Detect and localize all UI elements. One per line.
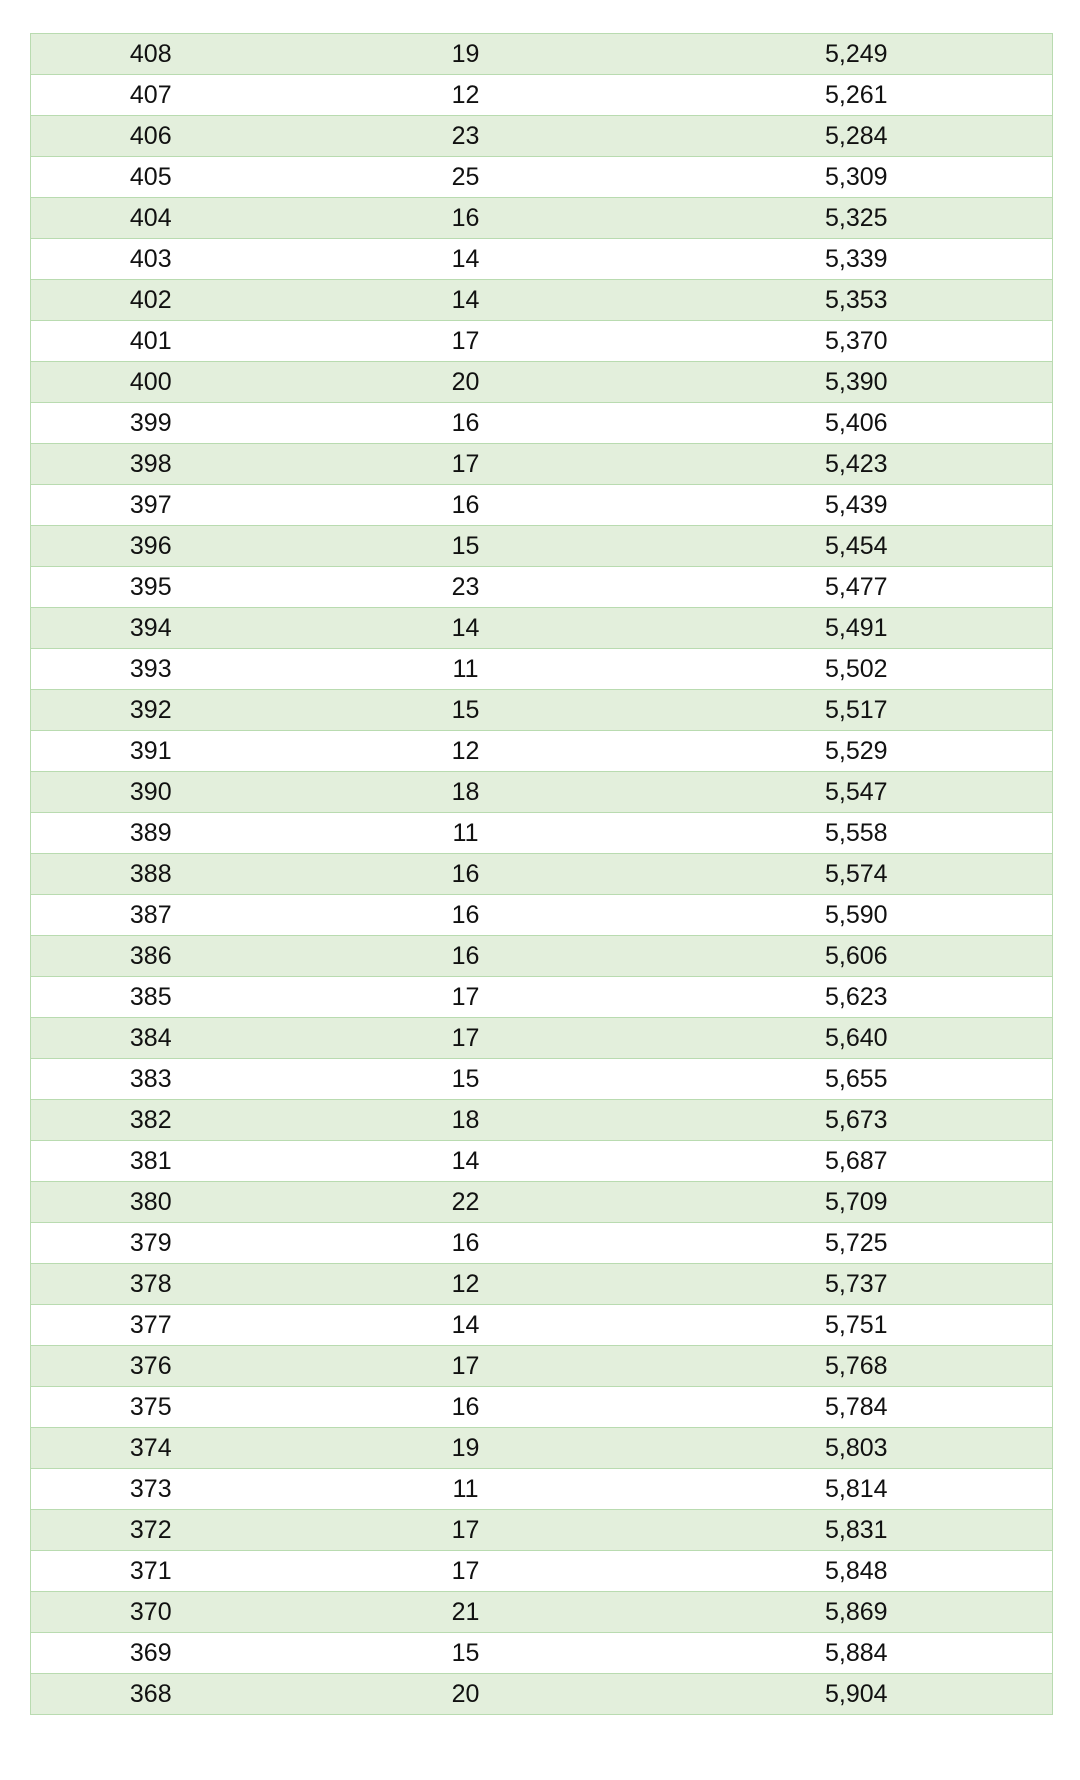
- cell-cumulative: 5,737: [661, 1264, 1053, 1305]
- cell-rank: 397: [31, 485, 271, 526]
- table-row: [31, 936, 1053, 977]
- table-row: [31, 731, 1053, 772]
- cell-count: 16: [271, 198, 661, 239]
- cell-count: 22: [271, 1182, 661, 1223]
- table-row: [31, 362, 1053, 403]
- cell-cumulative: 5,884: [661, 1633, 1053, 1674]
- cell-count: 21: [271, 1592, 661, 1633]
- cell-cumulative: 5,491: [661, 608, 1053, 649]
- cell-cumulative: 5,640: [661, 1018, 1053, 1059]
- cell-rank: 405: [31, 157, 271, 198]
- cell-rank: 372: [31, 1510, 271, 1551]
- table-row: [31, 157, 1053, 198]
- cell-count: 15: [271, 526, 661, 567]
- table-row: [31, 1469, 1053, 1510]
- cell-cumulative: 5,339: [661, 239, 1053, 280]
- cell-cumulative: 5,574: [661, 854, 1053, 895]
- table-row: [31, 813, 1053, 854]
- cell-count: 17: [271, 1018, 661, 1059]
- cell-rank: 407: [31, 75, 271, 116]
- cell-count: 17: [271, 321, 661, 362]
- table-row: [31, 1428, 1053, 1469]
- cell-rank: 390: [31, 772, 271, 813]
- table-row: [31, 1264, 1053, 1305]
- cell-cumulative: 5,353: [661, 280, 1053, 321]
- cell-cumulative: 5,831: [661, 1510, 1053, 1551]
- cell-cumulative: 5,751: [661, 1305, 1053, 1346]
- table-body: [31, 34, 1053, 1715]
- cell-count: 20: [271, 1674, 661, 1715]
- cell-count: 14: [271, 1141, 661, 1182]
- cell-cumulative: 5,687: [661, 1141, 1053, 1182]
- cell-rank: 383: [31, 1059, 271, 1100]
- table-row: [31, 239, 1053, 280]
- cell-cumulative: 5,439: [661, 485, 1053, 526]
- table-row: [31, 567, 1053, 608]
- cell-rank: 401: [31, 321, 271, 362]
- cell-rank: 368: [31, 1674, 271, 1715]
- cell-rank: 392: [31, 690, 271, 731]
- cell-cumulative: 5,370: [661, 321, 1053, 362]
- cell-cumulative: 5,673: [661, 1100, 1053, 1141]
- table-row: [31, 1633, 1053, 1674]
- cell-count: 16: [271, 1387, 661, 1428]
- table-row: [31, 116, 1053, 157]
- table-row: [31, 608, 1053, 649]
- cell-rank: 379: [31, 1223, 271, 1264]
- cell-rank: 380: [31, 1182, 271, 1223]
- cell-rank: 377: [31, 1305, 271, 1346]
- cell-count: 14: [271, 1305, 661, 1346]
- cell-rank: 381: [31, 1141, 271, 1182]
- cell-cumulative: 5,709: [661, 1182, 1053, 1223]
- cell-rank: 391: [31, 731, 271, 772]
- cell-count: 12: [271, 75, 661, 116]
- table-row: [31, 895, 1053, 936]
- cell-count: 18: [271, 772, 661, 813]
- cell-cumulative: 5,814: [661, 1469, 1053, 1510]
- cell-count: 25: [271, 157, 661, 198]
- table-row: [31, 649, 1053, 690]
- table-row: [31, 1674, 1053, 1715]
- cell-rank: 388: [31, 854, 271, 895]
- cell-cumulative: 5,325: [661, 198, 1053, 239]
- cell-rank: 384: [31, 1018, 271, 1059]
- table-row: [31, 977, 1053, 1018]
- cell-count: 17: [271, 977, 661, 1018]
- cell-cumulative: 5,848: [661, 1551, 1053, 1592]
- cell-cumulative: 5,502: [661, 649, 1053, 690]
- table-row: [31, 1059, 1053, 1100]
- cell-rank: 369: [31, 1633, 271, 1674]
- cell-count: 15: [271, 690, 661, 731]
- cell-cumulative: 5,784: [661, 1387, 1053, 1428]
- cell-cumulative: 5,390: [661, 362, 1053, 403]
- cell-cumulative: 5,454: [661, 526, 1053, 567]
- cell-rank: 399: [31, 403, 271, 444]
- cell-rank: 374: [31, 1428, 271, 1469]
- cell-rank: 370: [31, 1592, 271, 1633]
- cell-count: 15: [271, 1633, 661, 1674]
- cell-rank: 403: [31, 239, 271, 280]
- cell-rank: 395: [31, 567, 271, 608]
- cell-count: 23: [271, 567, 661, 608]
- cell-count: 16: [271, 1223, 661, 1264]
- table-row: [31, 75, 1053, 116]
- cell-cumulative: 5,869: [661, 1592, 1053, 1633]
- cell-cumulative: 5,655: [661, 1059, 1053, 1100]
- cell-rank: 398: [31, 444, 271, 485]
- cell-count: 14: [271, 608, 661, 649]
- cell-cumulative: 5,406: [661, 403, 1053, 444]
- cell-count: 12: [271, 731, 661, 772]
- cell-count: 19: [271, 1428, 661, 1469]
- cell-cumulative: 5,623: [661, 977, 1053, 1018]
- cell-count: 16: [271, 854, 661, 895]
- table-row: [31, 772, 1053, 813]
- cell-rank: 394: [31, 608, 271, 649]
- table-row: [31, 1387, 1053, 1428]
- table-row: [31, 444, 1053, 485]
- cell-rank: 396: [31, 526, 271, 567]
- table-row: [31, 34, 1053, 75]
- cell-count: 17: [271, 1510, 661, 1551]
- cell-cumulative: 5,768: [661, 1346, 1053, 1387]
- table-row: [31, 690, 1053, 731]
- cell-cumulative: 5,529: [661, 731, 1053, 772]
- cell-cumulative: 5,517: [661, 690, 1053, 731]
- cell-count: 12: [271, 1264, 661, 1305]
- table-row: [31, 1100, 1053, 1141]
- cell-cumulative: 5,590: [661, 895, 1053, 936]
- cell-rank: 375: [31, 1387, 271, 1428]
- cell-cumulative: 5,284: [661, 116, 1053, 157]
- cell-rank: 385: [31, 977, 271, 1018]
- cell-cumulative: 5,249: [661, 34, 1053, 75]
- table-row: [31, 1182, 1053, 1223]
- data-table: [30, 33, 1053, 1715]
- cell-count: 17: [271, 1551, 661, 1592]
- table-row: [31, 1551, 1053, 1592]
- cell-count: 17: [271, 1346, 661, 1387]
- cell-rank: 404: [31, 198, 271, 239]
- cell-rank: 382: [31, 1100, 271, 1141]
- cell-count: 16: [271, 485, 661, 526]
- cell-cumulative: 5,423: [661, 444, 1053, 485]
- cell-count: 17: [271, 444, 661, 485]
- table-row: [31, 1305, 1053, 1346]
- cell-count: 11: [271, 1469, 661, 1510]
- cell-rank: 400: [31, 362, 271, 403]
- cell-rank: 402: [31, 280, 271, 321]
- table-row: [31, 485, 1053, 526]
- cell-cumulative: 5,547: [661, 772, 1053, 813]
- cell-cumulative: 5,904: [661, 1674, 1053, 1715]
- cell-count: 14: [271, 280, 661, 321]
- table-row: [31, 854, 1053, 895]
- cell-count: 11: [271, 813, 661, 854]
- cell-rank: 393: [31, 649, 271, 690]
- table-row: [31, 403, 1053, 444]
- cell-cumulative: 5,309: [661, 157, 1053, 198]
- cell-count: 11: [271, 649, 661, 690]
- cell-rank: 371: [31, 1551, 271, 1592]
- cell-rank: 408: [31, 34, 271, 75]
- table-row: [31, 1018, 1053, 1059]
- cell-rank: 373: [31, 1469, 271, 1510]
- cell-cumulative: 5,477: [661, 567, 1053, 608]
- table-row: [31, 280, 1053, 321]
- cell-count: 23: [271, 116, 661, 157]
- cell-count: 16: [271, 895, 661, 936]
- cell-rank: 386: [31, 936, 271, 977]
- cell-rank: 378: [31, 1264, 271, 1305]
- cell-count: 15: [271, 1059, 661, 1100]
- cell-count: 16: [271, 403, 661, 444]
- cell-count: 19: [271, 34, 661, 75]
- cell-rank: 387: [31, 895, 271, 936]
- table-row: [31, 1223, 1053, 1264]
- cell-count: 14: [271, 239, 661, 280]
- cell-cumulative: 5,606: [661, 936, 1053, 977]
- cell-rank: 376: [31, 1346, 271, 1387]
- table-row: [31, 1141, 1053, 1182]
- cell-count: 18: [271, 1100, 661, 1141]
- cell-cumulative: 5,558: [661, 813, 1053, 854]
- table-row: [31, 1346, 1053, 1387]
- cell-count: 16: [271, 936, 661, 977]
- cell-rank: 406: [31, 116, 271, 157]
- table-row: [31, 198, 1053, 239]
- cell-cumulative: 5,803: [661, 1428, 1053, 1469]
- cell-rank: 389: [31, 813, 271, 854]
- table-row: [31, 321, 1053, 362]
- table-row: [31, 1592, 1053, 1633]
- table-row: [31, 526, 1053, 567]
- cell-cumulative: 5,261: [661, 75, 1053, 116]
- table-row: [31, 1510, 1053, 1551]
- cell-cumulative: 5,725: [661, 1223, 1053, 1264]
- cell-count: 20: [271, 362, 661, 403]
